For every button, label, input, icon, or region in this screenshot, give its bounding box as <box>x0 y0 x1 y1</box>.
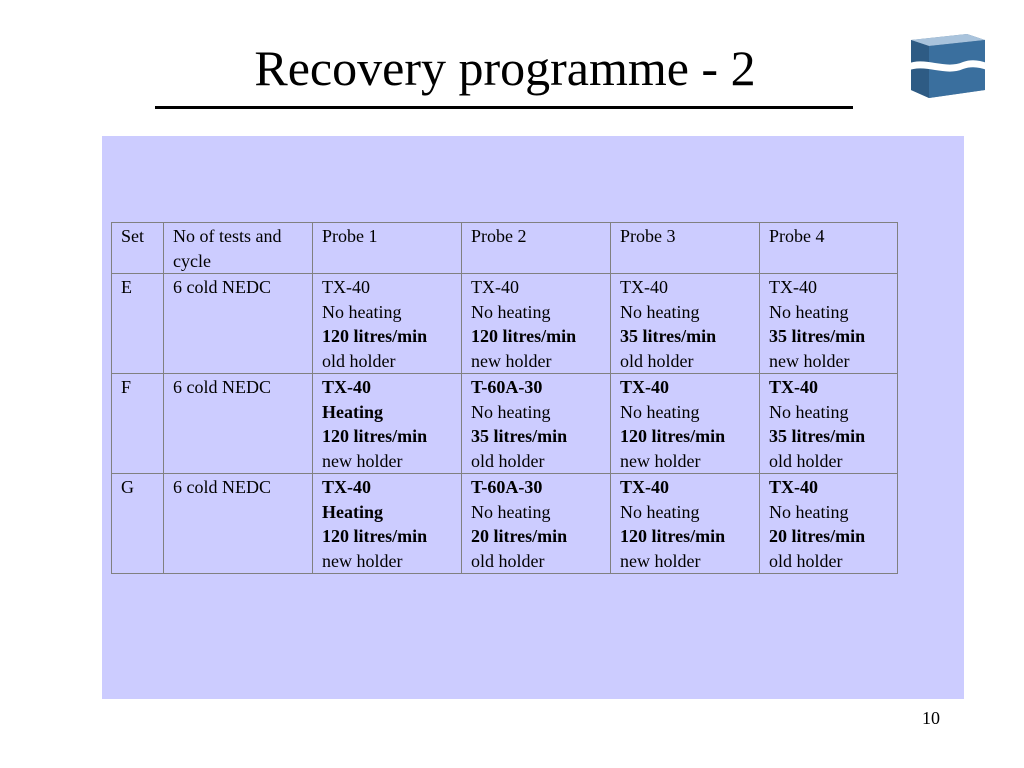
probe-model: TX-40 <box>769 277 817 297</box>
cell-probe-4 <box>760 374 898 474</box>
probe-holder: new holder <box>322 550 403 571</box>
probe-holder: old holder <box>769 550 843 571</box>
cell-probe-3 <box>611 474 760 574</box>
cell-probe-4 <box>760 474 898 574</box>
probe-model: TX-40 <box>620 277 668 297</box>
title-underline <box>155 106 853 109</box>
probe-holder: new holder <box>471 350 552 371</box>
probe-flow: 35 litres/min <box>471 426 568 446</box>
probe-heating: No heating <box>769 401 849 422</box>
cell-probe-2 <box>462 274 611 374</box>
probe-holder: old holder <box>769 450 843 471</box>
cell-set: E <box>112 274 164 374</box>
probe-holder: old holder <box>471 450 545 471</box>
probe-model: TX-40 <box>769 477 818 497</box>
page-number: 10 <box>922 708 940 728</box>
probe-holder: new holder <box>620 450 701 471</box>
probe-holder: old holder <box>471 550 545 571</box>
probe-heating: No heating <box>471 501 551 522</box>
probe-holder: old holder <box>620 350 694 371</box>
probe-model: TX-40 <box>322 377 371 397</box>
probe-test-table-body <box>112 223 898 574</box>
table-row <box>112 374 898 474</box>
probe-flow: 20 litres/min <box>471 526 568 546</box>
cell-probe-4 <box>760 274 898 374</box>
probe-heating: No heating <box>471 401 551 422</box>
cell-probe-1 <box>313 474 462 574</box>
probe-heating: No heating <box>769 501 849 522</box>
probe-flow: 120 litres/min <box>322 326 428 346</box>
probe-model: TX-40 <box>620 377 669 397</box>
header-probe-2: Probe 2 <box>462 223 611 274</box>
probe-heating: No heating <box>620 301 700 322</box>
cell-probe-1 <box>313 274 462 374</box>
table-row <box>112 274 898 374</box>
cell-probe-3 <box>611 374 760 474</box>
probe-model: TX-40 <box>620 477 669 497</box>
probe-flow: 120 litres/min <box>620 426 726 446</box>
header-probe-1: Probe 1 <box>313 223 462 274</box>
probe-flow: 120 litres/min <box>620 526 726 546</box>
probe-model: TX-40 <box>769 377 818 397</box>
header-tests: No of tests and cycle <box>164 223 313 274</box>
slide-title: Recovery programme - 2 <box>254 40 756 96</box>
probe-model: TX-40 <box>471 277 519 297</box>
probe-model: TX-40 <box>322 277 370 297</box>
cell-set: F <box>112 374 164 474</box>
header-probe-3: Probe 3 <box>611 223 760 274</box>
probe-heating: No heating <box>620 501 700 522</box>
table-header-row <box>112 223 898 274</box>
header-set: Set <box>112 223 164 274</box>
probe-flow: 35 litres/min <box>769 426 866 446</box>
probe-model: TX-40 <box>322 477 371 497</box>
cell-set: G <box>112 474 164 574</box>
probe-heating: No heating <box>620 401 700 422</box>
probe-heating: No heating <box>769 301 849 322</box>
cell-tests: 6 cold NEDC <box>164 374 313 474</box>
probe-flow: 35 litres/min <box>620 326 717 346</box>
probe-heating: No heating <box>322 301 402 322</box>
probe-holder: new holder <box>322 450 403 471</box>
probe-flow: 20 litres/min <box>769 526 866 546</box>
probe-flow: 120 litres/min <box>322 526 428 546</box>
probe-test-table <box>111 222 898 574</box>
probe-model: T-60A-30 <box>471 477 543 497</box>
probe-holder: new holder <box>769 350 850 371</box>
header-probe-4: Probe 4 <box>760 223 898 274</box>
cell-probe-3 <box>611 274 760 374</box>
blue-block-logo-icon <box>905 30 989 102</box>
probe-holder: new holder <box>620 550 701 571</box>
probe-flow: 120 litres/min <box>471 326 577 346</box>
probe-heating: No heating <box>471 301 551 322</box>
cell-tests: 6 cold NEDC <box>164 274 313 374</box>
probe-flow: 35 litres/min <box>769 326 866 346</box>
cell-tests: 6 cold NEDC <box>164 474 313 574</box>
probe-flow: 120 litres/min <box>322 426 428 446</box>
probe-heating: Heating <box>322 501 383 522</box>
probe-heating: Heating <box>322 401 383 422</box>
probe-model: T-60A-30 <box>471 377 543 397</box>
cell-probe-2 <box>462 374 611 474</box>
table-row <box>112 474 898 574</box>
cell-probe-2 <box>462 474 611 574</box>
cell-probe-1 <box>313 374 462 474</box>
probe-holder: old holder <box>322 350 396 371</box>
